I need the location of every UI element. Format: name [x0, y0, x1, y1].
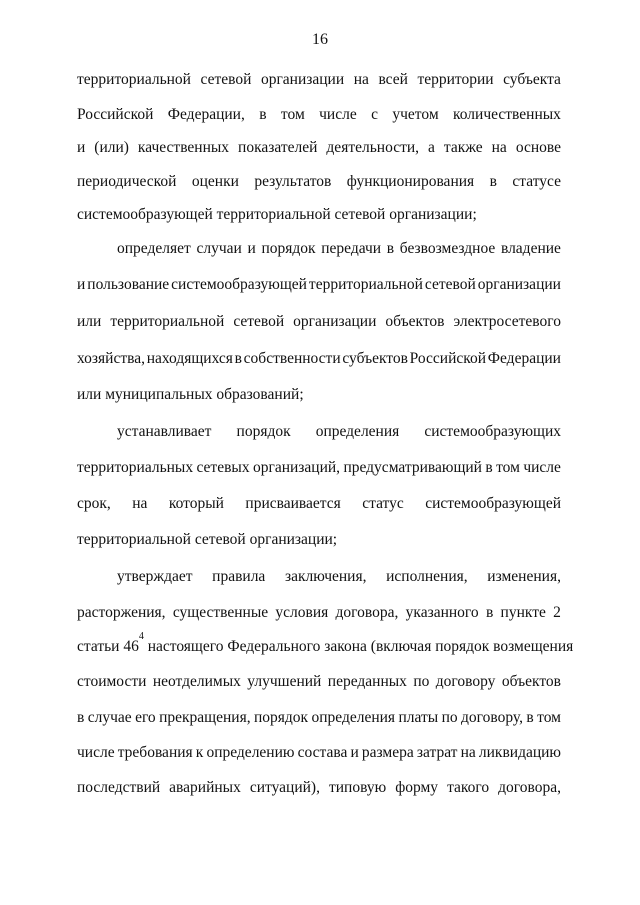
- word: 2: [553, 604, 561, 621]
- word: определения: [311, 709, 396, 726]
- word: Российской: [77, 106, 154, 123]
- word: периодической: [77, 173, 177, 190]
- word: том: [280, 106, 305, 123]
- superscript: 4: [138, 631, 144, 642]
- text-segment: настоящего Федерального закона (включая порядок возмещения: [143, 638, 574, 655]
- word: организации: [477, 276, 561, 293]
- text-line-9: [77, 349, 561, 369]
- word: порядок: [253, 709, 309, 726]
- word: объектов: [385, 313, 445, 330]
- word: договора,: [335, 604, 399, 621]
- word: переданных: [327, 673, 407, 690]
- word: исполнения,: [386, 568, 468, 585]
- word: изменения,: [487, 568, 561, 585]
- word: количественных: [453, 106, 561, 123]
- text-line-1: [77, 70, 561, 90]
- word: пользование: [87, 276, 170, 293]
- word: в: [526, 709, 534, 726]
- word: учетом: [392, 106, 439, 123]
- word: организаций,: [252, 459, 341, 476]
- word: организации: [260, 71, 345, 88]
- word: порядок: [261, 240, 316, 257]
- word: Федерации: [487, 350, 561, 367]
- word: порядок: [236, 423, 291, 440]
- line-text: системообразующей территориальной сетевой организации;: [77, 206, 477, 223]
- word: на: [132, 495, 148, 512]
- word: субъектов: [342, 350, 408, 367]
- word: сетевых: [196, 459, 250, 476]
- word: размера: [361, 744, 414, 761]
- word: требования: [117, 744, 193, 761]
- word: договора,: [498, 779, 561, 796]
- word: территориальной: [77, 71, 191, 88]
- word: такого: [447, 779, 490, 796]
- word: передачи: [321, 240, 382, 257]
- text-line-3: [77, 138, 561, 158]
- word: по: [413, 673, 430, 690]
- text-line-11: [117, 422, 561, 442]
- word: прекращения,: [159, 709, 251, 726]
- word: в: [386, 240, 395, 257]
- word: том: [537, 709, 561, 726]
- word: определению: [206, 744, 295, 761]
- word: безвозмездное: [399, 240, 496, 257]
- text-line-8: [77, 312, 561, 332]
- word: заключения,: [284, 568, 367, 585]
- word: и: [350, 744, 359, 761]
- word: числе: [319, 106, 357, 123]
- word: утверждает: [117, 568, 193, 585]
- word: на: [491, 139, 507, 156]
- word: качественных: [137, 139, 230, 156]
- word: улучшений: [247, 673, 322, 690]
- word: объектов: [501, 673, 561, 690]
- word: территориальных: [77, 459, 194, 476]
- word: к: [195, 744, 204, 761]
- text-line-13: [77, 494, 561, 514]
- word: территории: [417, 71, 494, 88]
- text-line-12: [77, 458, 561, 478]
- word: случаи: [196, 240, 242, 257]
- word: определения: [315, 423, 400, 440]
- word: субъекта: [503, 71, 561, 88]
- word: затрат: [416, 744, 458, 761]
- word: срок,: [77, 495, 111, 512]
- word: и: [77, 276, 86, 293]
- word: в: [485, 604, 494, 621]
- word: договору,: [461, 709, 523, 726]
- word: статус: [362, 495, 404, 512]
- word: определяет: [117, 240, 191, 257]
- word: состава: [297, 744, 348, 761]
- word: показателей: [238, 139, 318, 156]
- text-line-5: [77, 205, 561, 225]
- text-line-18: [77, 672, 561, 692]
- word: (или): [94, 139, 129, 156]
- word: ликвидацию: [478, 744, 561, 761]
- word: в: [234, 350, 242, 367]
- text-line-4: [77, 172, 561, 192]
- word: стоимости: [77, 673, 147, 690]
- word: ситуаций),: [249, 779, 320, 796]
- word: системообразующих: [424, 423, 561, 440]
- line-text: территориальной сетевой организации;: [77, 531, 338, 548]
- line-text: или муниципальных образований;: [77, 386, 304, 403]
- word: в: [77, 709, 85, 726]
- word: территориальной: [110, 313, 225, 330]
- word: системообразующей: [171, 276, 307, 293]
- word: Российской: [409, 350, 487, 367]
- word: числе: [523, 459, 561, 476]
- word: существенные: [172, 604, 269, 621]
- word: типовую: [328, 779, 387, 796]
- word: предусматривающий: [343, 459, 482, 476]
- word: основе: [515, 139, 561, 156]
- text-line-17: [77, 631, 574, 657]
- text-line-16: [77, 603, 561, 623]
- text-segment: статьи 46: [77, 638, 139, 655]
- word: сетевой: [424, 276, 476, 293]
- word: оценки: [191, 173, 239, 190]
- word: деятельности,: [326, 139, 420, 156]
- word: владение: [500, 240, 561, 257]
- word: присваивается: [245, 495, 341, 512]
- word: в: [489, 173, 497, 190]
- word: расторжения,: [77, 604, 166, 621]
- word: с: [371, 106, 378, 123]
- text-line-20: [77, 743, 561, 763]
- word: пункте: [500, 604, 546, 621]
- word: на: [353, 71, 369, 88]
- word: устанавливает: [117, 423, 212, 440]
- word: находящихся: [146, 350, 233, 367]
- word: электросетевого: [453, 313, 561, 330]
- text-line-2: [77, 105, 561, 125]
- word: Федерации,: [167, 106, 245, 123]
- text-line-14: [77, 530, 561, 550]
- word: числе: [77, 744, 115, 761]
- text-line-21: [77, 778, 561, 798]
- word: форму: [395, 779, 439, 796]
- word: аварийных: [169, 779, 241, 796]
- word: и: [77, 139, 86, 156]
- word: организации: [293, 313, 377, 330]
- word: платы: [398, 709, 439, 726]
- word: случае: [87, 709, 132, 726]
- word: системообразующей: [425, 495, 561, 512]
- word: сетевой: [200, 71, 252, 88]
- page-number: 16: [312, 31, 328, 48]
- text-line-19: [77, 708, 561, 728]
- word: территориальной: [308, 276, 423, 293]
- word: на: [460, 744, 476, 761]
- word: и: [247, 240, 256, 257]
- word: указанного: [405, 604, 479, 621]
- text-line-6: [117, 239, 561, 259]
- word: правила: [212, 568, 266, 585]
- word: по: [441, 709, 458, 726]
- word: или: [77, 313, 102, 330]
- word: а: [428, 139, 435, 156]
- word: результатов: [254, 173, 332, 190]
- word: последствий: [77, 779, 161, 796]
- text-line-15: [117, 567, 561, 587]
- word: договору: [435, 673, 496, 690]
- word: в: [259, 106, 267, 123]
- word: также: [443, 139, 483, 156]
- word: условия: [275, 604, 329, 621]
- word: неотделимых: [152, 673, 241, 690]
- word: функционирования: [346, 173, 475, 190]
- word: в: [485, 459, 493, 476]
- text-line-10: [77, 385, 561, 405]
- word: всей: [378, 71, 408, 88]
- word: статусе: [512, 173, 561, 190]
- text-line-7: [77, 275, 561, 295]
- word: хозяйства,: [77, 350, 145, 367]
- word: его: [135, 709, 156, 726]
- word: который: [168, 495, 224, 512]
- word: сетевой: [233, 313, 285, 330]
- word: собственности: [243, 350, 341, 367]
- word: том: [496, 459, 520, 476]
